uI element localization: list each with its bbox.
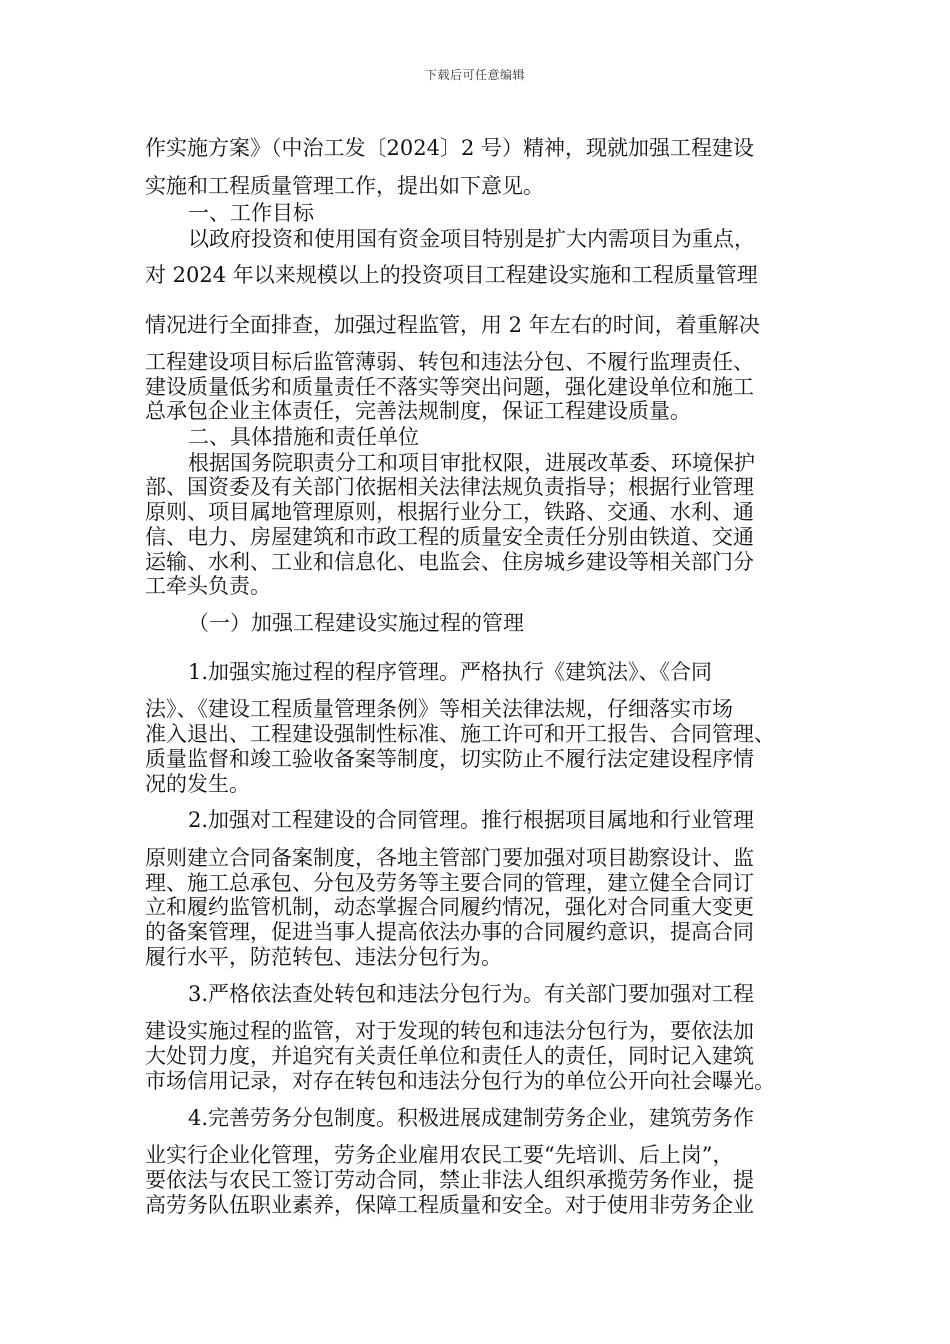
text-line: 作实施方案》（中治工发〔2024〕2 号）精神，现就加强工程建设 [145, 136, 754, 160]
text-line: 运输、水利、工业和信息化、电监会、住房城乡建设等相关部门分 [145, 550, 754, 574]
text-line: 高劳务队伍职业素养，保障工程质量和安全。对于使用非劳务企业 [145, 1193, 754, 1217]
text-line: 法》、《建设工程质量管理条例》等相关法律法规，仔细落实市场 [145, 697, 733, 721]
page-header-note: 下载后可任意编辑 [424, 68, 525, 82]
text-line: 部、国资委及有关部门依据相关法律法规负责指导；根据行业管理 [145, 475, 754, 499]
text-line: 况的发生。 [145, 772, 250, 796]
text-line: 市场信用记录，对存在转包和违法分包行为的单位公开向社会曝光。 [145, 1069, 775, 1093]
text-line: 根据国务院职责分工和项目审批权限，进展改革委、环境保护 [188, 451, 755, 475]
text-line: 4.完善劳务分包制度。积极进展成建制劳务企业，建筑劳务作 [188, 1106, 755, 1130]
text-line: 原则、项目属地管理原则，根据行业分工，铁路、交通、水利、通 [145, 500, 754, 524]
text-line: 工牵头负责。 [145, 574, 271, 598]
text-line: 要依法与农民工签订劳动合同，禁止非法人组织承揽劳务作业，提 [145, 1168, 754, 1192]
subsection-heading: （一）加强工程建设实施过程的管理 [188, 611, 524, 635]
text-line: 建设质量低劣和质量责任不落实等突出问题，强化建设单位和施工 [145, 375, 754, 399]
text-line: 质量监督和竣工验收备案等制度，切实防止不履行法定建设程序情 [145, 747, 754, 771]
text-line: 原则建立合同备案制度，各地主管部门要加强对项目勘察设计、监 [145, 846, 754, 870]
text-line: 对 2024 年以来规模以上的投资项目工程建设实施和工程质量管理 [145, 263, 758, 287]
text-line: 总承包企业主体责任，完善法规制度，保证工程建设质量。 [145, 399, 691, 423]
text-line: 以政府投资和使用国有资金项目特别是扩大内需项目为重点， [188, 227, 755, 251]
text-line: 信、电力、房屋建筑和市政工程的质量安全责任分别由铁道、交通 [145, 525, 754, 549]
text-line: 的备案管理，促进当事人提高依法办事的合同履约意识，提高合同 [145, 920, 754, 944]
text-line: 3.严格依法查处转包和违法分包行为。有关部门要加强对工程 [188, 982, 755, 1006]
text-line: 工程建设项目标后监管薄弱、转包和违法分包、不履行监理责任、 [145, 350, 754, 374]
text-line: 准入退出、工程建设强制性标准、施工许可和开工报告、合同管理、 [145, 722, 775, 746]
section-heading: 一、工作目标 [188, 201, 314, 225]
text-line: 情况进行全面排查，加强过程监管，用 2 年左右的时间，着重解决 [145, 313, 760, 337]
text-line: 业实行企业化管理，劳务企业雇用农民工要“先培训、后上岗”， [145, 1143, 734, 1167]
text-line: 大处罚力度，并追究有关责任单位和责任人的责任，同时记入建筑 [145, 1044, 754, 1068]
text-line: 2.加强对工程建设的合同管理。推行根据项目属地和行业管理 [188, 808, 755, 832]
text-line: 建设实施过程的监管，对于发现的转包和违法分包行为，要依法加 [145, 1019, 754, 1043]
section-heading: 二、具体措施和责任单位 [188, 425, 419, 449]
text-line: 实施和工程质量管理工作，提出如下意见。 [145, 174, 544, 198]
text-line: 立和履约监管机制，动态掌握合同履约情况，强化对合同重大变更 [145, 895, 754, 919]
text-line: 履行水平，防范转包、违法分包行为。 [145, 945, 502, 969]
text-line: 1.加强实施过程的程序管理。严格执行《建筑法》、《合同 [188, 660, 713, 684]
text-line: 理、施工总承包、分包及劳务等主要合同的管理，建立健全合同订 [145, 871, 754, 895]
